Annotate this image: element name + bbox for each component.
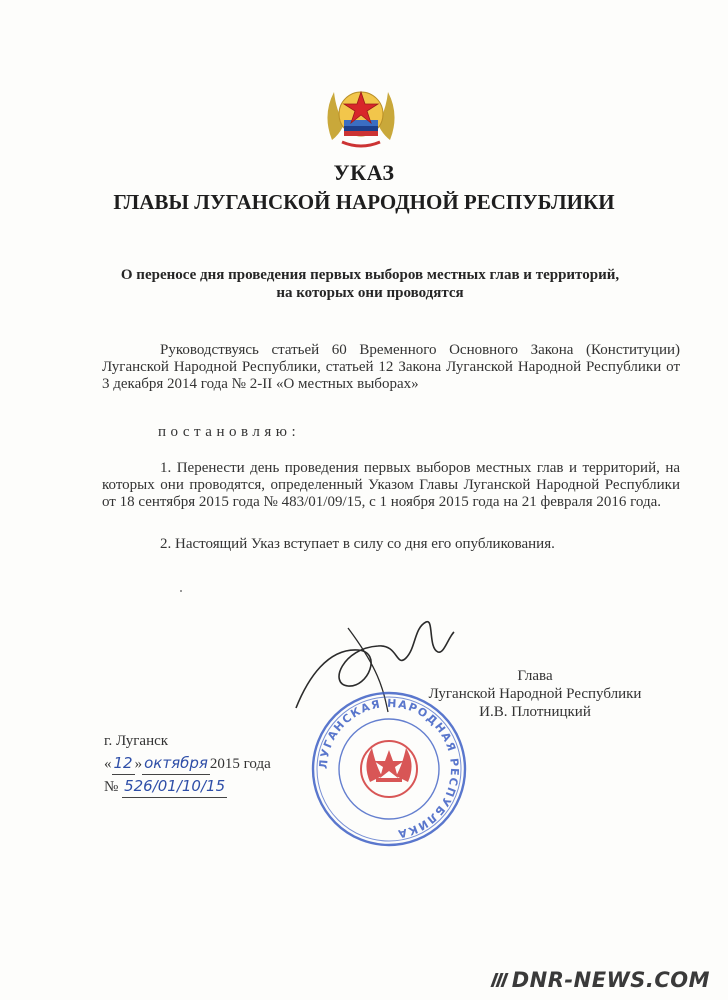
- place-date-block: [104, 730, 271, 798]
- preamble-paragraph: [102, 342, 680, 393]
- watermark-text: DNR-NEWS.COM: [511, 968, 710, 992]
- preamble-text: Руководствуясь статьей 60 Временного Основного Закона (Конституции) Луганской Народной Республики, статьей 12 Закона Луганской Народной Республики от 3 декабря 2014 года № 2-II «О местных выборах»: [102, 342, 680, 392]
- republic-emblem-icon: [322, 80, 400, 152]
- subject-line-1: О переносе дня проведения первых выборов местных глав и территорий,: [120, 267, 620, 283]
- item-1-paragraph: [102, 460, 680, 511]
- site-watermark: [493, 968, 710, 992]
- number-prefix: №: [104, 779, 119, 795]
- item-2-text: 2. Настоящий Указ вступает в силу со дня его опубликования.: [160, 536, 555, 552]
- subject-line-2: на которых они проводятся: [276, 285, 464, 301]
- item-2-paragraph: [102, 536, 680, 553]
- city-line: г. Луганск: [104, 733, 169, 749]
- signatory-organization: Луганской Народной Республики: [428, 686, 642, 702]
- watermark-bars-icon: [493, 973, 506, 987]
- date-line: « 12 » октября 2015 года: [104, 752, 271, 775]
- date-year: 2015 года: [209, 756, 271, 772]
- seal-emblem-icon: [361, 741, 417, 797]
- signatory-name: И.В. Плотницкий: [479, 704, 591, 720]
- date-month: октября: [142, 752, 210, 775]
- decree-word: постановляю:: [158, 424, 301, 440]
- date-day: 12: [112, 752, 135, 775]
- document-title: УКАЗ: [333, 160, 395, 185]
- signatory-position: Глава: [517, 668, 553, 684]
- official-seal-stamp: [310, 690, 468, 848]
- document-subtitle: ГЛАВЫ ЛУГАНСКОЙ НАРОДНОЙ РЕСПУБЛИКИ: [113, 190, 615, 214]
- decree-subject: [100, 266, 640, 302]
- scan-speck: [180, 590, 182, 592]
- item-1-text: 1. Перенести день проведения первых выборов местных глав и территорий, на которых они проводятся, определенный Указом Главы Луганской Народной Республики от 18 сентября 2015 года № 483/01/09/15, с 1 ноября 2015 года на 21 февраля 2016 года.: [102, 460, 680, 510]
- decree-number: 526/01/10/15: [122, 775, 227, 798]
- seal-text: ЛУГАНСКАЯ НАРОДНАЯ РЕСПУБЛИКА: [316, 696, 462, 841]
- number-line: [104, 775, 271, 798]
